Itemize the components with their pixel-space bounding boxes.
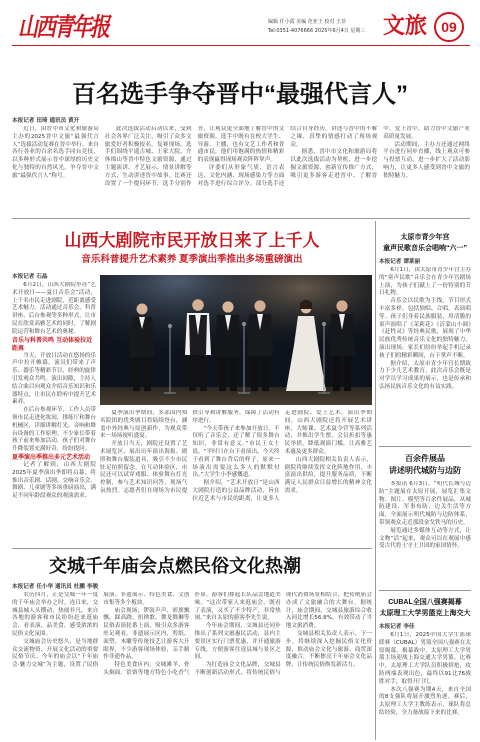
paragraph: 为打造庙会文化品牌，交城县不断创新活动形式，将传统民俗与现代消费场景相结合，把传统庙会办成了文旅融合的大舞台。据统计，庙会期间，交城县旅游综合收入同比增长56.8%，有效带动了当地文旅消费。 — [194, 592, 372, 676]
section-divider — [379, 590, 471, 591]
exhibition-headline — [379, 453, 471, 477]
paragraph: 据悉，晋中市文化和旅游局将以此次选拔活动为契机，进一步挖掘文旅资源，创新宣传推广方式，吸引更多游客走进晋中、了解晋中、爱上晋中，助力晋中文旅产业高质量发展。 — [290, 126, 470, 179]
headline-line: CUBAL全国八强赛揭幕 — [388, 599, 462, 606]
lead-byline: 本报记者 田琦 通讯员 黄开 — [12, 118, 80, 124]
theatre-body-continued — [100, 410, 372, 545]
youth-palace-body — [379, 267, 471, 443]
paragraph: 活动期间，主办方还通过网络平台进行同步直播，线上观众可参与投票互动，进一步扩大了活动影响力，让更多人感受到晋中文旅的独特魅力。 — [383, 141, 470, 179]
theatre-subtitle: 音乐科普提升艺术素养 夏季演出季推出多场重磅演出 — [81, 254, 303, 265]
headline-line: 讲述明代城防与边防 — [389, 466, 461, 475]
headline-line: 太原市青少年宫 — [400, 234, 450, 241]
exhibition-body — [379, 481, 471, 587]
paragraph: 夏季演出季期间，多部国内知名院团的优秀剧目将陆续登台，涵盖中外经典与原创新作，为观众带来一场场视听盛宴。 — [100, 410, 188, 440]
jiaocheng-headline: 交城千年庙会点燃民俗文化热潮 — [49, 556, 301, 576]
theatre-body-column — [12, 282, 96, 545]
theatre-byline: 本报记者 石晶 — [12, 274, 48, 280]
page-number-badge: 09 — [434, 12, 464, 42]
youth-palace-byline: 本报记者 谭莱丽 — [379, 259, 421, 265]
editor-credits: 编辑 任小霞 美编 范亚王 校对 王菲 — [268, 19, 346, 25]
paragraph: 6月1日，由太原市青少年宫主办的“童声民歌”音乐会在青少年宫剧场上演，为孩子们献上了一份特别的节日礼物。 — [379, 267, 471, 297]
paragraph: 据介绍，“艺术开放日”是山西大剧院打造的公益品牌活动，旨在拉近艺术与市民的距离，让更多人走进剧院、爱上艺术。演出季期间，山西大剧院还将开展艺术讲座、大师课、艺术夏令营等系列活动，并推出学生票、会员折扣等惠民举措，降低观演门槛，让高雅艺术惠及更多群众。 — [192, 410, 372, 502]
cubal-headline — [379, 597, 471, 619]
paragraph: 展览通过多媒体互动等方式，让文物“活”起来，观众可以在观展中感受古代将士守土卫国的家国情怀。 — [379, 527, 471, 550]
paragraph: 本报讯 6月3日，“明代长城与边防”主题展在太原开展，展览汇集文物、图片、模型等百余件展品，从城防建设、军事布防、边关生活等方面，全面展示明代城防与边防体系，带领观众走近那段金戈铁马的历史。 — [379, 481, 471, 526]
jiaocheng-body — [12, 592, 372, 738]
paragraph: 本次八强赛为期4天，来自全国的8支强队将展开激烈角逐。赛后，太原理工大学主教练表示，球队将总结经验，全力备战接下来的比赛。 — [379, 686, 471, 716]
paragraph: 山西大剧院相关负责人表示，剧院将继续发挥文化阵地作用，丰富演出供给，提升服务品质，不断满足人民群众日益增长的精神文化需求。 — [284, 456, 372, 494]
jiaocheng-byline: 本报记者 任小华 通讯员 杜鹏 李骏 — [12, 584, 99, 590]
paragraph: 此次选拔活动启动以来，受到社会各界广泛关注，吸引了众多文旅爱好者积极报名。复赛现场，选手们围绕平遥古城、王家大院、介休绵山等晋中特色文旅资源，通过主题演讲、才艺展示、情景讲解等方式，生动讲述晋中故事。比赛还设置了一个提问环节，选手分别作答，让观众更全面地了解晋中的文旅资源。选手中既有在校大学生、导游、主播，也有文艺工作者和普通市民，他们用饱满的热情和精彩的表现赢得现场观众阵阵掌声。 — [104, 126, 285, 187]
theatre-subhead: 夏季演出季推出多元艺术活动 — [12, 453, 91, 461]
paragraph: 交城庙会历史悠久，是当地群众交流物资、开展文化活动的重要民俗节庆。今年的庙会以“千年庙会·魅力交城”为主题，设置了民俗展演、非遗展示、特色美食、文创市集等多个板块。 — [12, 592, 190, 669]
paragraph: 当天，开放日活动在悠扬的乐声中拉开帷幕。演员们带来了声乐、器乐等精彩节目，经典的旋律引发观众共鸣。演出间隙，主持人结合曲目向观众介绍音乐知识和乐器特点，让市民在聆听中提升艺术素养。 — [12, 352, 96, 406]
paragraph: 音乐会以民歌为主线，节目形式丰富多样，包括独唱、合唱、表演唱等。孩子们身着民族服装，用清脆的童声演唱了《茉莉花》《沂蒙山小调》《赶牲灵》等经典民歌，展现了中华民族优秀传统音乐文化的独特魅力。演出现场，家长们纷纷举起手机记录孩子们的精彩瞬间，台下掌声不断。 — [379, 298, 471, 359]
paragraph: 交城县相关负责人表示，下一步，将继续深入挖掘民俗文化资源，推动庙会文化与旅游、商贸深度融合，不断擦亮千年庙会文化品牌，让传统民俗焕发新活力。 — [285, 630, 372, 669]
headline-line: 童声民歌音乐会唱响“六一” — [383, 245, 467, 252]
section-divider — [12, 548, 372, 549]
stage-photo-graphic — [100, 275, 372, 405]
headline-line: 太原理工大学男篮克上海交大 — [379, 610, 471, 617]
paragraph: 近日，由晋中市文化和旅游局主办的2025晋中文旅“最强代言人”选拔活动复赛在晋中举行。来自各行各业的百余名选手同台竞技，以多种形式展示晋中深厚的历史文化与独特的自然风光，争夺晋中文旅“最强代言人”称号。 — [12, 126, 99, 179]
youth-palace-headline — [379, 232, 471, 254]
newspaper-logo: 山西青年报 — [18, 14, 108, 42]
cubal-byline: 本报记者 李佳 — [379, 624, 415, 630]
paragraph: “今天带孩子来参加开放日，不仅听了音乐会，还了解了很多舞台知识，非常有意义。”市民王女士说。“平时只在台下看演出，今天终于看到了舞台背后的样子，原来一场演出需要这么多人的默默付出。”大学生小李感慨道。 — [192, 425, 280, 479]
column-divider — [375, 221, 376, 740]
paragraph: 庙会现场，锣鼓声声、彩旗飘飘，踩高跷、扭秧歌、舞龙舞狮等民俗表演轮番上演，吸引众多游客驻足观看。非遗展示区内，剪纸、面塑、木雕等传统技艺让游客大开眼界，不少游客现场体验，亲手制作非遗作品。 — [103, 607, 190, 661]
section-divider — [12, 218, 470, 219]
lead-headline: 百名选手争夺晋中“最强代言人” — [72, 81, 408, 108]
headline-line: 百余件展品 — [405, 454, 445, 463]
masthead-divider — [12, 45, 470, 46]
cubal-body — [379, 632, 471, 738]
paragraph: 据介绍，太原市青少年宫长期致力于少儿艺术教育，此次音乐会既是对学员学习成果的展示，也是传承和弘扬民族音乐文化的有益实践。 — [379, 360, 471, 390]
theatre-subhead: 音乐与科普共鸣 互动体验拉近距离 — [12, 336, 93, 352]
section-divider — [379, 446, 471, 447]
lead-body — [12, 126, 470, 216]
paragraph: 记者了解到，山西大剧院2025年夏季演出季即将启幕，将推出音乐剧、话剧、交响音乐会、舞剧、儿童剧等多场重磅演出，满足不同年龄段观众的观演需求。 — [12, 461, 96, 500]
paragraph: 评委们从形象气质、语言表达、文化内涵、现场感染力等方面对选手进行综合评分。部分选手还结合自身经历，讲述与晋中的不解之缘，真挚的情感打动了现场观众。 — [197, 126, 378, 187]
paragraph: 农历四月，正是交城一年一度的千年庙会举办之时。连日来，交城县城人头攒动，热闹非凡，来自各地的游客和市民纷纷赶来逛庙会、看表演、品美食，感受浓浓的民俗文化氛围。 — [12, 592, 99, 637]
stage-performance-photo — [100, 275, 372, 405]
paragraph: 今年庙会期间，交城县还同步推出了系列文旅惠民活动，县内主要景区实行门票优惠，并开通旅游专线，方便游客往返县城与景区之间。 — [194, 623, 281, 661]
paragraph: 在后台参观环节，工作人员带领市民走进化妆间、排练厅和舞台机械区，详细讲解灯光、音响和舞台设备的工作原理。不少家长带着孩子前来参加活动，孩子们对舞台升降装置充满好奇，纷纷提问。 — [12, 407, 96, 453]
paragraph: 开放日当天，剧院还设置了艺术展览区，展出历年演出海报、剧照和舞台服装道具，吸引不少市民驻足拍照留念。在互动体验区，市民还可以试穿戏服、体验舞台灯光控制，参与艺术知识问答，现场气氛热烈。志愿者们在现场为市民提供引导和讲解服务，保障了活动有序进行。 — [100, 410, 280, 494]
tel-and-date: Tel:0351-4076666 2025年6月4日 星期三 — [268, 28, 366, 34]
section-title: 文旅 — [383, 13, 428, 38]
paragraph: 6月2日，山西大剧院举办“艺术开放日——夏日音乐会”活动，上千名市民走进剧院，近距离感受艺术魅力。活动通过音乐会、科普讲座、后台参观等多种形式，让市民在欣赏高雅艺术的同时，了解剧院运营和舞台艺术的奥秘。 — [12, 282, 96, 335]
theatre-headline: 山西大剧院市民开放日来了上千人 — [64, 231, 320, 250]
paragraph: 6月1日，2025中国大学生篮球联赛（CUBAL）男篮全国八强赛在太原揭幕。揭幕战中，太原理工大学男篮主场迎战上海交通大学男篮。比赛中，太原理工大学队员积极拼抢，攻防两端表现出色，最终以91比76战胜对手，取得开门红。 — [379, 632, 471, 685]
paragraph: 特色美食区内，交城滩羊、骨头焖面、饸饹等地方特色小吃香气扑鼻，游客们排起长队品尝地道美味。“这次带家人来逛庙会，既看了表演，又买了不少特产，非常热闹。”来自太原的游客李先生说。 — [103, 592, 281, 676]
